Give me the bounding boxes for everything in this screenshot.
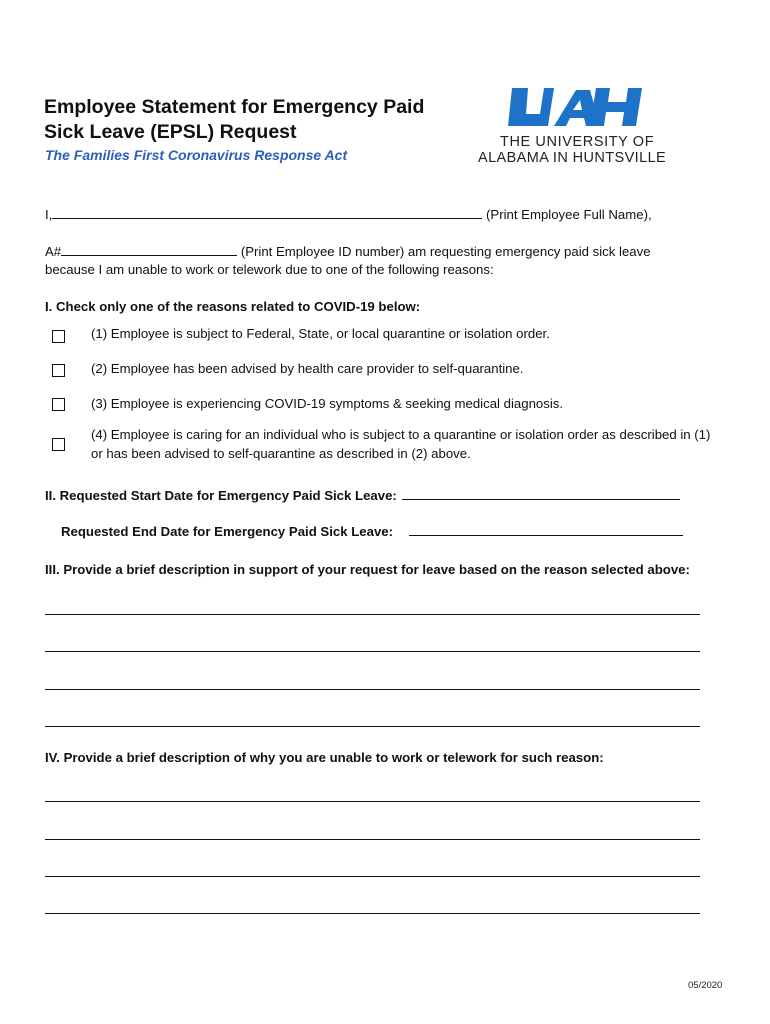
id-suffix: (Print Employee ID number) am requesting emergency paid sick leave <box>240 244 651 259</box>
end-date-field[interactable] <box>409 523 683 536</box>
reason-1-checkbox[interactable] <box>52 330 65 343</box>
reason-3-label: (3) Employee is experiencing COVID-19 symptoms & seeking medical diagnosis. <box>91 396 564 411</box>
end-date-label: Requested End Date for Emergency Paid Sick Leave: <box>61 524 393 539</box>
section-3-answer-line[interactable] <box>45 614 700 615</box>
reason-4-checkbox[interactable] <box>52 438 65 451</box>
start-date-field[interactable] <box>402 487 680 500</box>
section-4-answer-line[interactable] <box>45 913 700 914</box>
revision-date: 05/2020 <box>688 980 723 991</box>
reason-2-checkbox[interactable] <box>52 364 65 377</box>
reason-1-label: (1) Employee is subject to Federal, State, or local quarantine or isolation order. <box>91 326 550 341</box>
logo-text-line2: ALABAMA IN HUNTSVILLE <box>478 150 667 166</box>
uah-logo-icon <box>504 86 649 132</box>
logo-text-line1: THE UNIVERSITY OF <box>500 134 655 150</box>
page-subtitle: The Families First Coronavirus Response Act <box>45 147 348 163</box>
name-prefix: I, <box>45 207 53 222</box>
section-3-answer-line[interactable] <box>45 651 700 652</box>
section-3-answer-line[interactable] <box>45 726 700 727</box>
section-3-answer-line[interactable] <box>45 689 700 690</box>
section-4-answer-line[interactable] <box>45 876 700 877</box>
start-date-label: II. Requested Start Date for Emergency Paid Sick Leave: <box>45 488 397 503</box>
employee-name-field[interactable] <box>52 206 482 219</box>
name-statement-line <box>45 206 652 222</box>
statement-line-2: because I am unable to work or telework due to one of the following reasons: <box>45 262 494 277</box>
id-prefix: A# <box>45 244 62 259</box>
section-3-heading: III. Provide a brief description in support of your request for leave based on the reason selected above: <box>45 562 690 577</box>
employee-id-field[interactable] <box>61 243 237 256</box>
section-1-heading: I. Check only one of the reasons related to COVID-19 below: <box>45 299 421 314</box>
id-statement-line <box>45 243 651 259</box>
page-title: Employee Statement for Emergency Paid Sick Leave (EPSL) Request <box>44 96 425 143</box>
section-4-answer-line[interactable] <box>45 839 700 840</box>
name-suffix: (Print Employee Full Name), <box>486 207 652 222</box>
section-4-answer-line[interactable] <box>45 801 700 802</box>
start-date-line <box>45 487 680 503</box>
reason-3-checkbox[interactable] <box>52 398 65 411</box>
reason-4-label: (4) Employee is caring for an individual who is subject to a quarantine or isolation order as described in (1) or has been advised to self-quarantine as described in (2) above. <box>91 427 711 461</box>
university-logo <box>478 86 678 168</box>
reason-2-label: (2) Employee has been advised by health care provider to self-quarantine. <box>91 361 524 376</box>
section-4-heading: IV. Provide a brief description of why you are unable to work or telework for such reason: <box>45 750 604 765</box>
end-date-line <box>61 523 683 539</box>
